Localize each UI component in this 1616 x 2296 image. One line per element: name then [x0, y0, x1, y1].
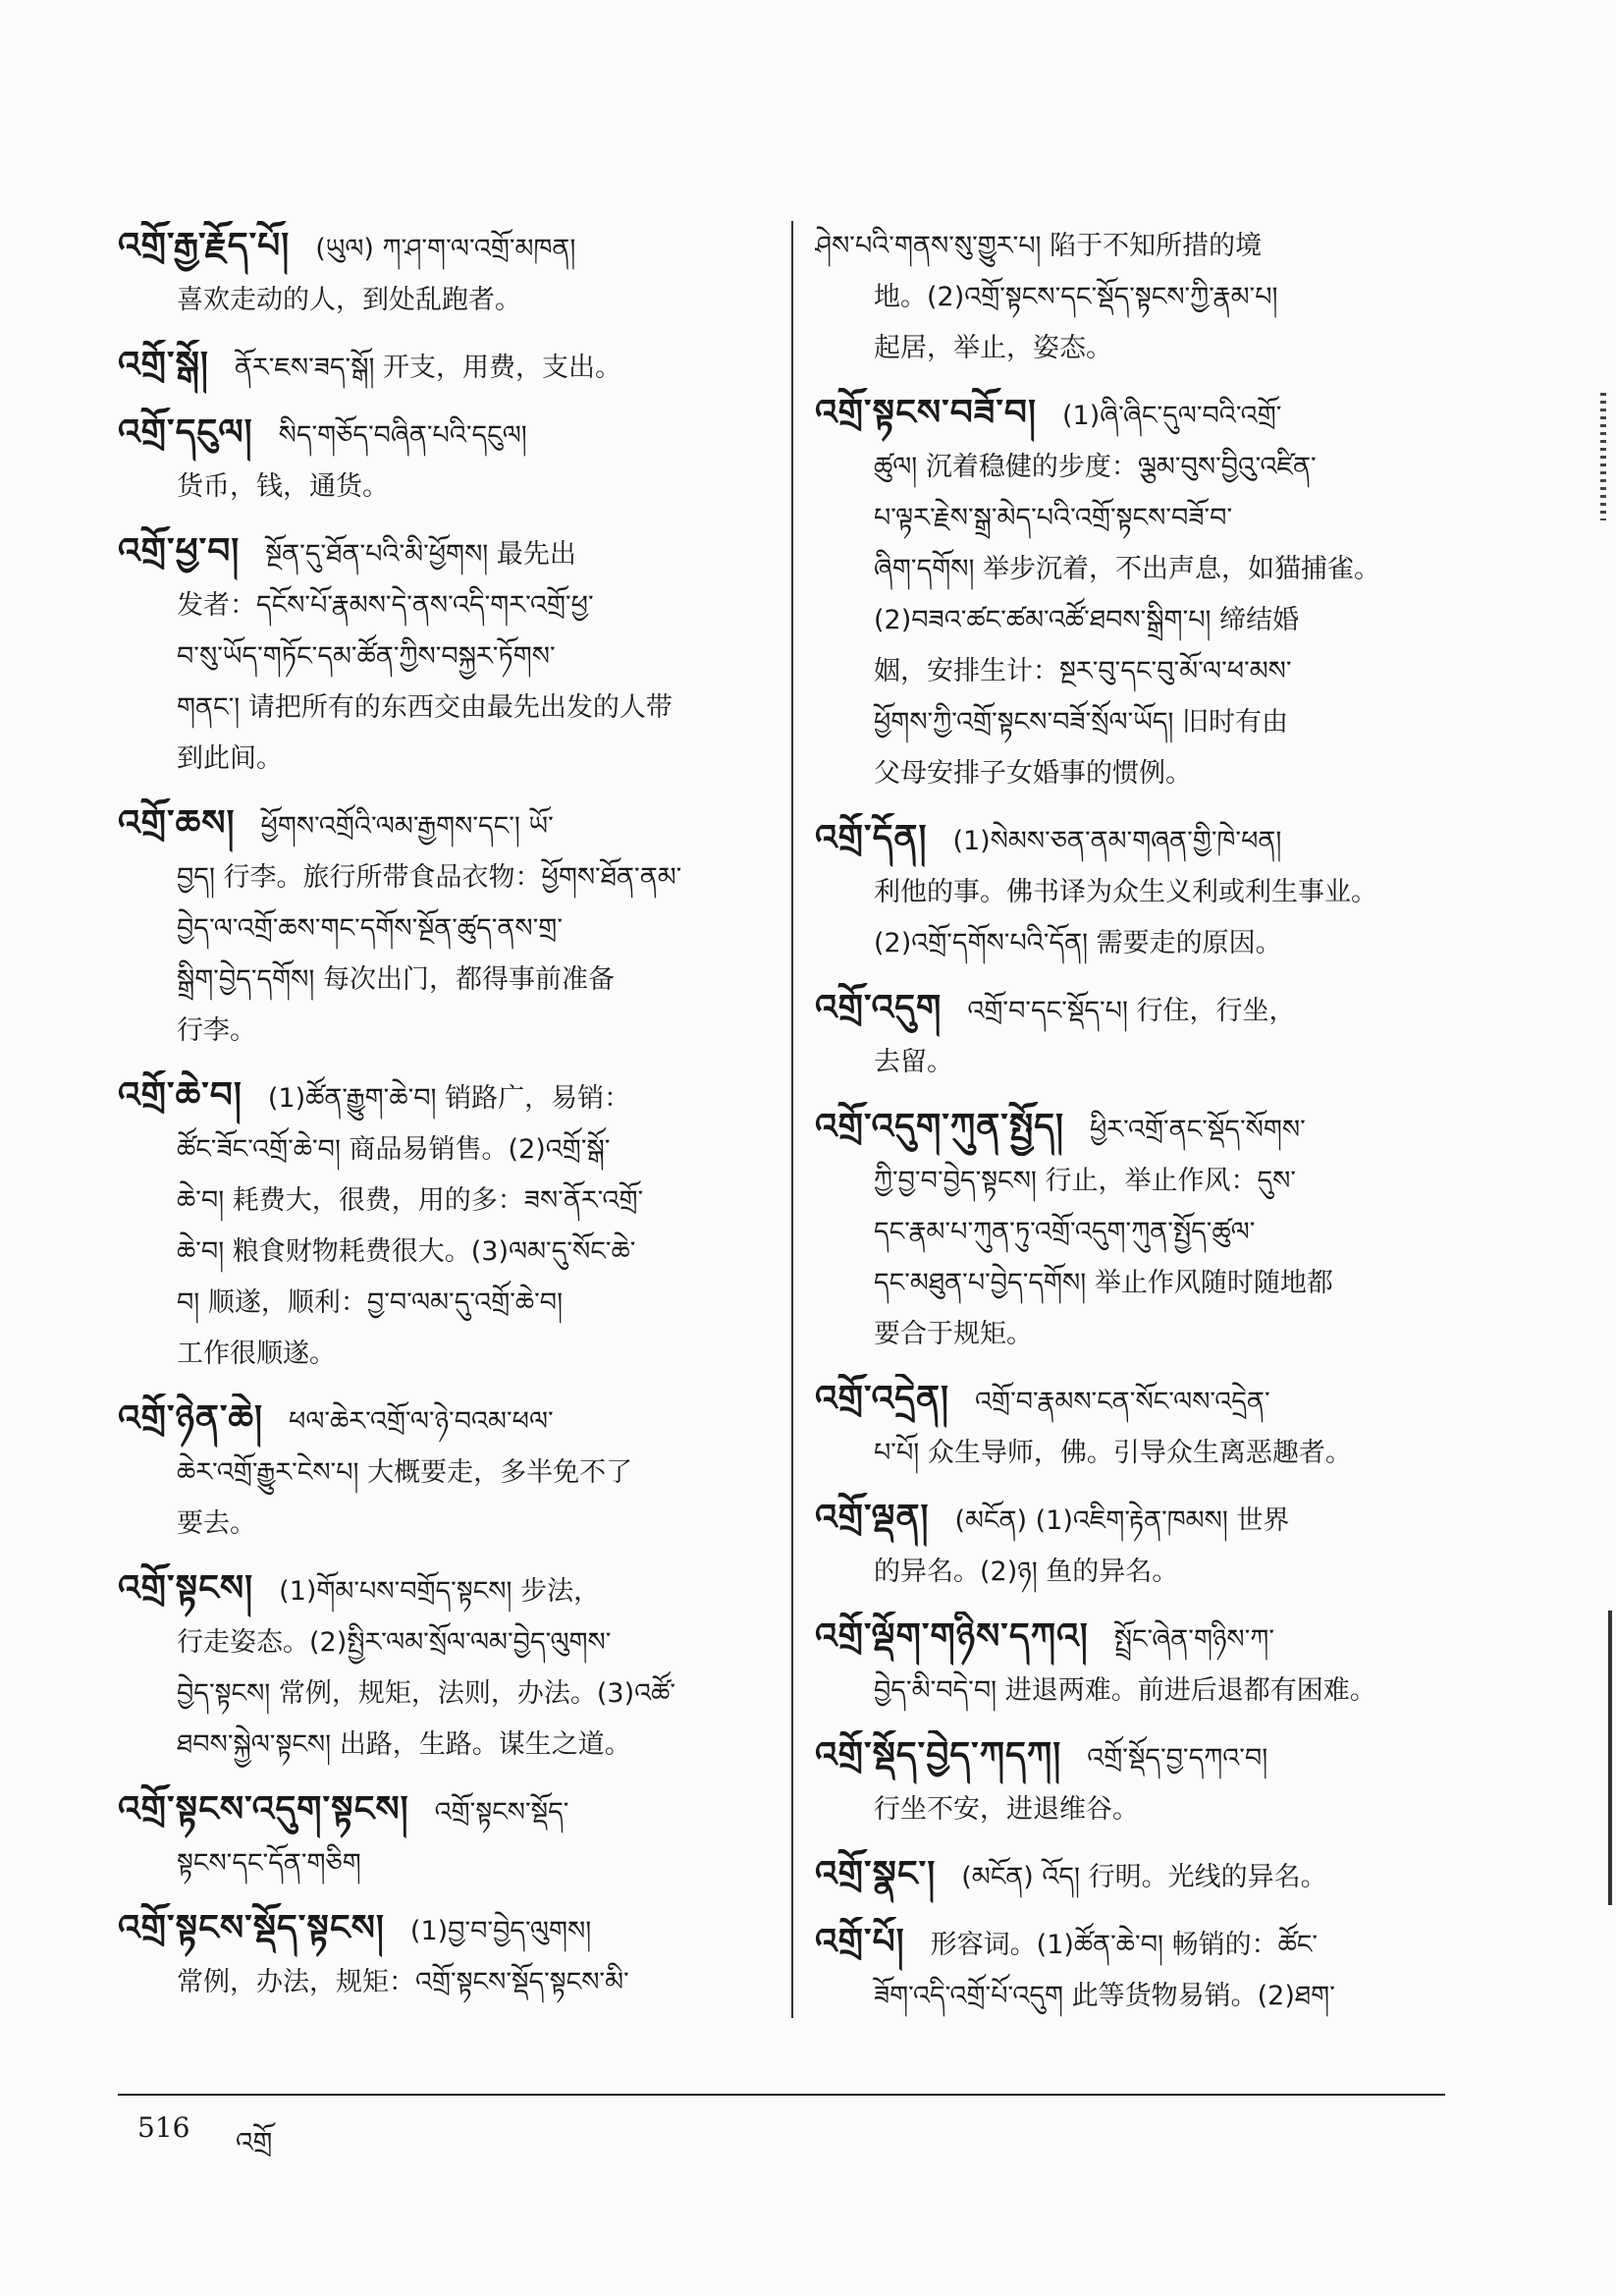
entry-line [815, 442, 1473, 493]
entry-line [118, 1720, 771, 1771]
page-number: 516 [137, 2111, 190, 2144]
definition-text: 行李。 [177, 1015, 256, 1046]
running-head: འགྲོ [236, 2126, 273, 2159]
definition-text: ཕལ་ཆེར་འགྲོ་ལ་ཉེ་བའམ་ཕལ་ [289, 1406, 554, 1437]
definition-text: (2)བཟའ་ཚང་ཚམ་འཚོ་ཐབས་སྒྲིག་པ། 缔结婚 [874, 605, 1300, 635]
entry-line [815, 1037, 1473, 1088]
headword: འགྲོ་ཆེ་བ། [118, 1075, 242, 1116]
entry-line [815, 1374, 1473, 1428]
entry-line [118, 1668, 771, 1720]
entry-line [815, 272, 1473, 323]
definition-text: བ། 顺遂，顺利：བྱ་བ་ལམ་དུ་འགྲོ་ཆེ་བ། [177, 1287, 564, 1318]
entry-line [815, 544, 1473, 595]
headword: འགྲོ་པོ། [815, 1922, 905, 1962]
entry-line [118, 1175, 771, 1227]
headword: འགྲོ་སྟངས་བཟོ་བ། [815, 393, 1037, 433]
definition-text: བྱེད་སྟངས། 常例，规矩，法则，办法。(3)འཚོ་ [177, 1678, 676, 1709]
entry-line [815, 813, 1473, 867]
entry-line [118, 903, 771, 955]
definition-text: དང་མཐུན་པ་བྱེད་དགོས། 举止作风随时随地都 [874, 1268, 1333, 1298]
definition-text: 行坐不安，进退维谷。 [874, 1794, 1139, 1825]
dictionary-entry [118, 1903, 771, 2008]
definition-text: གནང་། 请把所有的东西交由最先出发的人带 [177, 692, 673, 723]
entry-line [815, 221, 1473, 272]
dictionary-entry [815, 1612, 1473, 1717]
entry-line [118, 526, 771, 580]
entry-line [815, 748, 1473, 799]
definition-text: 常例，办法，规矩：འགྲོ་སྟངས་སྡོད་སྟངས་མི་ [177, 1967, 629, 1997]
headword: འགྲོ་འདྲེན། [815, 1379, 950, 1419]
definition-text: སྔོན་དུ་ཐོན་པའི་མི་ཕྱོགས། 最先出 [265, 539, 576, 570]
definition-text: དང་རྣམ་པ་ཀུན་ཏུ་འགྲོ་འདུག་ཀུན་སྤྱོད་ཚུལ་ [874, 1217, 1256, 1247]
dictionary-entry [118, 1563, 771, 1771]
entry-line [118, 1124, 771, 1175]
entry-line [815, 1207, 1473, 1258]
entry-line [118, 1563, 771, 1617]
definition-text: འགྲོ་སྡོད་བྱ་དཀའ་བ། [1087, 1743, 1268, 1774]
definition-text: 要合于规矩。 [874, 1319, 1033, 1349]
entry-line [118, 1838, 771, 1889]
definition-text: 的异名。(2)ཉ། 鱼的异名。 [874, 1557, 1179, 1587]
definition-text: ནོར་ཇས་ཟད་སྒོ། 开支，用费，支出。 [234, 353, 622, 383]
dictionary-entry [815, 1730, 1473, 1835]
definition-text: (1)བྱ་བ་བྱེད་ལུགས། [409, 1916, 592, 1946]
entry-line [118, 462, 771, 513]
entry-line [118, 852, 771, 903]
definition-text: ཚོང་ཟོང་འགྲོ་ཆེ་བ། 商品易销售。(2)འགྲོ་སྒོ་ [177, 1134, 611, 1165]
left-column [118, 221, 771, 2022]
definition-text: 发者：དངོས་པོ་རྣམས་དེ་ནས་འདི་གར་འགྲོ་ཕྱ་ [177, 590, 594, 621]
definition-text: 工作很顺遂。 [177, 1339, 336, 1369]
entry-line [815, 1971, 1473, 2022]
definition-text: 起居，举止，姿态。 [874, 333, 1112, 363]
dictionary-entry [815, 221, 1473, 374]
entry-line [118, 275, 771, 326]
definition-text: ཀྱི་བྱ་བ་བྱེད་སྟངས། 行止，举止作风：དུས་ [874, 1166, 1297, 1196]
dictionary-entry [815, 1374, 1473, 1479]
definition-text: འགྲོ་བ་རྣམས་ངན་སོང་ལས་འདྲེན་ [975, 1387, 1270, 1417]
entry-line [815, 388, 1473, 442]
definition-text: (1)ཚོན་རྒྱུག་ཆེ་བ། 销路广，易销： [267, 1083, 631, 1114]
entry-line [815, 1730, 1473, 1784]
dictionary-entry [118, 1070, 771, 1380]
definition-text: ཟོག་འདི་འགྲོ་པོ་འདུག 此等货物易销。(2)ཐག་ [874, 1981, 1335, 2011]
definition-text: ཆེ་བ། 粮食财物耗费很大。(3)ལམ་དུ་སོང་ཆེ་ [177, 1236, 636, 1267]
definition-text: 地。(2)འགྲོ་སྟངས་དང་སྡོད་སྟངས་ཀྱི་རྣམ་པ། [874, 282, 1278, 312]
headword: འགྲོ་རྒྱ་རྗོད་པོ། [118, 226, 291, 266]
headword: འགྲོ་ཆས། [118, 803, 236, 844]
entry-line [118, 1227, 771, 1278]
definition-text: 货币，钱，通货。 [177, 471, 389, 502]
definition-text: (མངོན) (1)འཇིག་རྟེན་ཁམས། 世界 [954, 1505, 1290, 1536]
dictionary-entry [815, 983, 1473, 1088]
entry-line [118, 734, 771, 785]
definition-text: ཕྱོགས་ཀྱི་འགྲོ་སྟངས་བཟོ་སྲོལ་ཡོད། 旧时有由 [874, 707, 1289, 738]
headword: འགྲོ་སྡོད་བྱེད་ཀདཀ། [815, 1735, 1062, 1776]
definition-text: 姻，安排生计：སྔར་བུ་དང་བུ་མོ་ལ་ཕ་མས་ [874, 656, 1292, 686]
headword: འགྲོ་སྒོ། [118, 345, 209, 385]
entry-line [815, 323, 1473, 374]
entry-line [118, 1903, 771, 1957]
definition-text: འགྲོ་བ་དང་སྡོད་པ། 行住，行坐， [967, 996, 1296, 1026]
headword: འགྲོ་སྟངས། [118, 1568, 254, 1609]
headword: འགྲོ་ལྡན། [815, 1498, 930, 1538]
dictionary-entry [815, 388, 1473, 799]
entry-line [815, 918, 1473, 969]
entry-line [815, 1258, 1473, 1309]
entry-line [118, 955, 771, 1006]
definition-text: བྱད། 行李。旅行所带食品衣物：ཕྱོགས་ཐོན་ནམ་ [177, 862, 682, 893]
definition-text: (1)ཞི་ཞིང་དུལ་བའི་འགྲོ་ [1061, 401, 1282, 431]
entry-line [118, 1006, 771, 1057]
definition-text: ཆེར་འགྲོ་རྒྱུར་ངེས་པ། 大概要走，多半免不了 [177, 1457, 633, 1488]
definition-text: ཕྱིར་འགྲོ་ནང་སྡོད་སོགས་ [1089, 1115, 1306, 1145]
entry-line [815, 595, 1473, 646]
definition-text: 喜欢走动的人，到处乱跑者。 [177, 285, 521, 315]
entry-line [118, 1070, 771, 1124]
headword: འགྲོ་དོན། [815, 818, 928, 858]
definition-text: སིད་གཅོད་བཞིན་པའི་དངུལ། [278, 420, 527, 451]
entry-line [118, 1957, 771, 2008]
dictionary-entry [815, 1849, 1473, 1903]
definition-text: ཤེས་པའི་གནས་སུ་གྱུར་པ། 陷于不知所措的境 [815, 231, 1263, 261]
entry-line [815, 1547, 1473, 1598]
right-column [815, 221, 1473, 2036]
definition-text: 去留。 [874, 1047, 953, 1077]
dictionary-entry [118, 221, 771, 326]
dictionary-entry [815, 1102, 1473, 1360]
definition-text: 要去。 [177, 1508, 256, 1539]
entry-line [815, 1156, 1473, 1207]
definition-text: 父母安排子女婚事的惯例。 [874, 758, 1192, 789]
dictionary-entry [815, 1917, 1473, 2022]
entry-line [815, 1102, 1473, 1156]
entry-line [815, 1428, 1473, 1479]
scan-edge-marks [1600, 393, 1606, 520]
definition-text: 到此间。 [177, 743, 283, 774]
headword: འགྲོ་ཉེན་ཆེ། [118, 1398, 264, 1439]
headword: འགྲོ་དངུལ། [118, 412, 253, 453]
entry-line [118, 221, 771, 275]
entry-line [118, 1448, 771, 1499]
definition-text: ཐབས་སྐྱེལ་སྟངས། 出路，生路。谋生之道。 [177, 1729, 631, 1760]
entry-line [118, 340, 771, 394]
definition-text: འགྲོ་སྟངས་སྡོད་ [434, 1797, 569, 1828]
definition-text: (1)གོམ་པས་བགྲོད་སྟངས། 步法， [279, 1576, 601, 1607]
definition-text: 形容词。(1)ཚོན་ཆེ་བ། 畅销的：ཚོང་ [930, 1930, 1319, 1960]
entry-line [118, 631, 771, 683]
entry-line [815, 983, 1473, 1037]
entry-line [815, 1666, 1473, 1717]
column-divider [791, 221, 793, 2018]
definition-text: 行走姿态。(2)སྤྱིར་ལམ་སྲོལ་ལམ་བྱེད་ལུགས་ [177, 1627, 612, 1658]
entry-line [118, 580, 771, 631]
entry-line [815, 1309, 1473, 1360]
definition-text: (1)སེམས་ཅན་ནམ་གཞན་གྱི་ཁེ་ཕན། [952, 826, 1282, 856]
definition-text: ཚུལ། 沉着稳健的步度：ལྕམ་བུས་བྱིའུ་འཛིན་ [874, 452, 1317, 482]
entry-line [815, 1493, 1473, 1547]
headword: འགྲོ་སྟངས་སྡོད་སྟངས། [118, 1908, 385, 1948]
definition-text: བ་སུ་ཡོད་གཏོང་དམ་ཚོན་ཀྱིས་བསྐྱར་ཏོགས་ [177, 641, 556, 672]
definition-text: སྟངས་དང་དོན་གཅིག [177, 1848, 361, 1879]
entry-line [118, 1394, 771, 1448]
definition-text: པ་ལྟར་རྗེས་སྒྲ་མེད་པའི་འགྲོ་སྟངས་བཟོ་བ་ [874, 503, 1233, 533]
dictionary-entry [815, 1493, 1473, 1598]
headword: འགྲོ་སྣང་། [815, 1854, 937, 1894]
footer-rule [118, 2094, 1445, 2096]
scan-edge-bar [1608, 1611, 1612, 1905]
definition-text: པ་པོ། 众生导师，佛。引导众生离恶趣者。 [874, 1438, 1352, 1468]
definition-text: ཕྱོགས་འགྲོའི་ལམ་རྒྱགས་དང་། ཡོ་ [260, 811, 554, 842]
entry-line [815, 1849, 1473, 1903]
entry-line [815, 1612, 1473, 1666]
entry-line [118, 1329, 771, 1380]
definition-text: ཆེ་བ། 耗费大，很费，用的多：ཟས་ནོར་འགྲོ་ [177, 1185, 644, 1216]
definition-text: (2)འགྲོ་དགོས་པའི་དོན། 需要走的原因。 [874, 928, 1282, 958]
definition-text: (མངོན) འོད། 行明。光线的异名。 [961, 1862, 1327, 1892]
dictionary-entry [118, 526, 771, 785]
headword: འགྲོ་ལྡོག་གཉིས་དཀའ། [815, 1616, 1089, 1657]
entry-line [118, 1278, 771, 1329]
dictionary-entry [118, 1394, 771, 1550]
dictionary-entry [118, 340, 771, 394]
entry-line [815, 1784, 1473, 1835]
definition-text: 利他的事。佛书译为众生义利或利生事业。 [874, 877, 1377, 907]
definition-text: བྱེད་མི་བདེ་བ། 进退两难。前进后退都有困难。 [874, 1675, 1376, 1706]
dictionary-entry [118, 798, 771, 1057]
dictionary-entry [118, 1784, 771, 1889]
dictionary-entry [118, 408, 771, 513]
definition-text: སྒྲིག་བྱེད་དགོས། 每次出门，都得事前准备 [177, 964, 615, 995]
definition-text: བྱེད་ལ་འགྲོ་ཆས་གང་དགོས་སྔོན་ཚུད་ནས་གྲ་ [177, 913, 563, 944]
headword: འགྲོ་སྟངས་འདུག་སྟངས། [118, 1789, 409, 1830]
entry-line [815, 646, 1473, 697]
definition-text: (ཡུལ) ཀ་ཤ་ག་ལ་འགྲོ་མཁན། [315, 234, 576, 264]
headword: འགྲོ་ཕྱ་བ། [118, 531, 241, 572]
entry-line [118, 1617, 771, 1668]
definition-text: སྤྲོང་ཞེན་གཉིས་ཀ་ [1113, 1624, 1274, 1655]
entry-line [118, 1499, 771, 1550]
entry-line [118, 798, 771, 852]
entry-line [118, 1784, 771, 1838]
entry-line [118, 683, 771, 734]
entry-line [815, 493, 1473, 544]
entry-line [815, 697, 1473, 748]
definition-text: ཞིག་དགོས། 举步沉着，不出声息，如猫捕雀。 [874, 554, 1381, 584]
entry-line [118, 408, 771, 462]
headword: འགྲོ་འདུག་ཀུན་སྤྱོད། [815, 1107, 1064, 1147]
dictionary-entry [815, 813, 1473, 969]
entry-line [815, 1917, 1473, 1971]
entry-line [815, 867, 1473, 918]
headword: འགྲོ་འདུག [815, 988, 943, 1028]
